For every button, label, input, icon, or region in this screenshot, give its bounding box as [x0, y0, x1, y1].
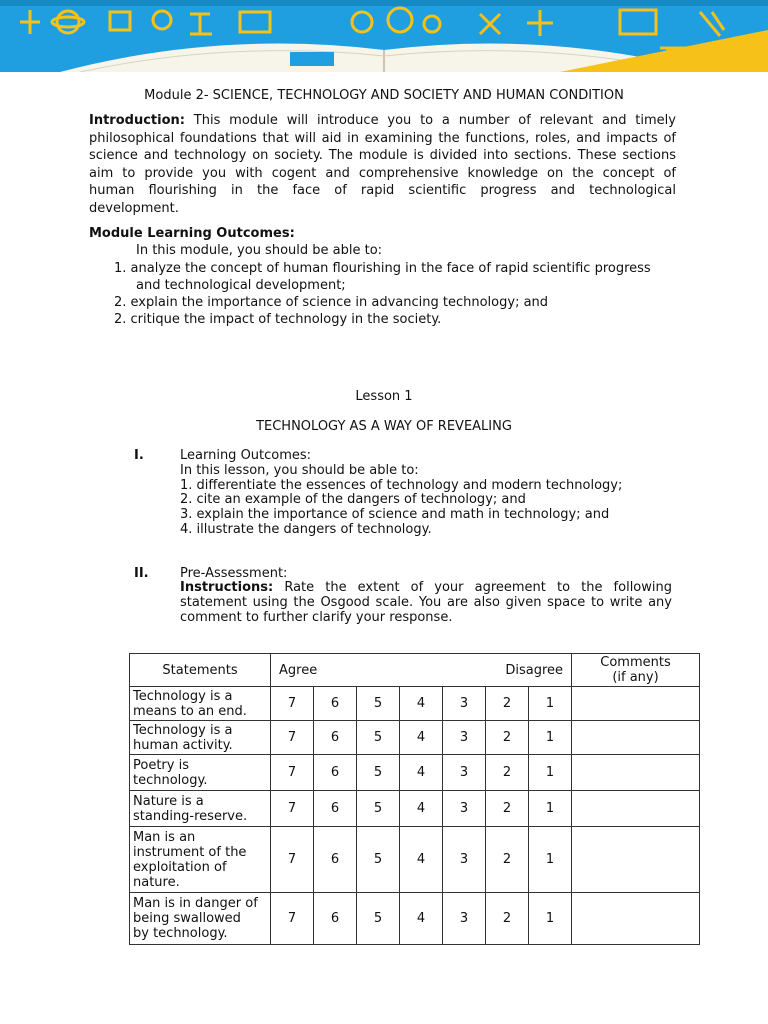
scale-7[interactable]: 7: [271, 827, 314, 893]
scale-6[interactable]: 6: [314, 827, 357, 893]
lesson-number: Lesson 1: [355, 389, 413, 404]
scale-1[interactable]: 1: [529, 721, 572, 755]
header-banner: [0, 0, 768, 72]
section-2-heading: Pre-Assessment:: [180, 566, 288, 581]
scale-1[interactable]: 1: [529, 687, 572, 721]
scale-7[interactable]: 7: [271, 791, 314, 827]
instructions-line-1: Rate the extent of your agreement to the following: [284, 580, 672, 595]
comment-cell[interactable]: [572, 791, 700, 827]
comment-cell[interactable]: [572, 827, 700, 893]
scale-1[interactable]: 1: [529, 827, 572, 893]
scale-4[interactable]: 4: [400, 893, 443, 945]
intro-line-5: human flourishing in the face of rapid scientific progress and technological: [89, 183, 676, 199]
scale-4[interactable]: 4: [400, 687, 443, 721]
module-title: Module 2- SCIENCE, TECHNOLOGY AND SOCIETY AND HUMAN CONDITION: [144, 88, 624, 103]
header-scale: [271, 654, 572, 687]
scale-3[interactable]: 3: [443, 687, 486, 721]
module-outcomes-intro: In this module, you should be able to:: [136, 243, 383, 258]
scale-6[interactable]: 6: [314, 755, 357, 791]
scale-3[interactable]: 3: [443, 721, 486, 755]
module-outcomes-heading: Module Learning Outcomes:: [89, 226, 295, 241]
section-2-numeral: II.: [134, 566, 149, 581]
scale-5[interactable]: 5: [357, 755, 400, 791]
comment-cell[interactable]: [572, 687, 700, 721]
section-1-intro: In this lesson, you should be able to:: [180, 463, 419, 478]
instructions-line-3: comment to further clarify your response.: [180, 610, 453, 626]
scale-4[interactable]: 4: [400, 755, 443, 791]
header-agree: Agree: [279, 662, 318, 678]
scale-1[interactable]: 1: [529, 755, 572, 791]
table-row: [130, 755, 700, 791]
intro-line-6: development.: [89, 200, 179, 216]
scale-1[interactable]: 1: [529, 893, 572, 945]
statement-cell: Nature is a standing-reserve.: [130, 791, 271, 827]
table-row: [130, 687, 700, 721]
table-header-row: [130, 654, 700, 687]
scale-7[interactable]: 7: [271, 687, 314, 721]
scale-6[interactable]: 6: [314, 687, 357, 721]
header-disagree: Disagree: [505, 662, 563, 678]
statement-cell: Technology is a human activity.: [130, 721, 271, 755]
table-row: [130, 827, 700, 893]
scale-5[interactable]: 5: [357, 827, 400, 893]
scale-2[interactable]: 2: [486, 827, 529, 893]
module-outcome-item-3: 2. critique the impact of technology in the society.: [114, 312, 442, 327]
statement-cell: Poetry is technology.: [130, 755, 271, 791]
table-row: [130, 721, 700, 755]
section-1-item-1: 1. differentiate the essences of technology and modern technology;: [180, 478, 623, 493]
scale-1[interactable]: 1: [529, 791, 572, 827]
section-1-heading: Learning Outcomes:: [180, 448, 312, 463]
comment-cell[interactable]: [572, 893, 700, 945]
introduction-paragraph: [89, 112, 676, 218]
scale-6[interactable]: 6: [314, 791, 357, 827]
module-outcome-item-1-cont: and technological development;: [136, 278, 346, 293]
pre-assessment-table: [129, 653, 700, 945]
section-1-item-4: 4. illustrate the dangers of technology.: [180, 522, 432, 537]
scale-5[interactable]: 5: [357, 687, 400, 721]
scale-4[interactable]: 4: [400, 721, 443, 755]
introduction-label: Introduction:: [89, 113, 185, 128]
header-statements: Statements: [130, 654, 271, 687]
scale-3[interactable]: 3: [443, 791, 486, 827]
statement-cell: Man is in danger of being swallowed by technology.: [130, 893, 271, 945]
instructions-line-2: statement using the Osgood scale. You are also given space to write any: [180, 595, 672, 611]
section-1-numeral: I.: [134, 448, 144, 463]
instructions-paragraph: [180, 580, 672, 626]
header-comments: Comments (if any): [572, 654, 700, 687]
scale-2[interactable]: 2: [486, 687, 529, 721]
scale-7[interactable]: 7: [271, 893, 314, 945]
comment-cell[interactable]: [572, 755, 700, 791]
module-outcome-item-1: 1. analyze the concept of human flourishing in the face of rapid scientific progress: [114, 261, 651, 276]
statement-cell: Technology is a means to an end.: [130, 687, 271, 721]
intro-line-3: science and technology on society. The module is divided into sections. These sections: [89, 148, 676, 164]
instructions-label: Instructions:: [180, 580, 274, 595]
laptop-screen-shape: [290, 52, 334, 66]
intro-line-2: philosophical foundations that will aid in examining the functions, roles, and impacts of: [89, 130, 676, 146]
scale-3[interactable]: 3: [443, 827, 486, 893]
scale-7[interactable]: 7: [271, 755, 314, 791]
scale-6[interactable]: 6: [314, 893, 357, 945]
scale-6[interactable]: 6: [314, 721, 357, 755]
table-row: [130, 893, 700, 945]
comment-cell[interactable]: [572, 721, 700, 755]
lesson-title: TECHNOLOGY AS A WAY OF REVEALING: [256, 419, 512, 434]
scale-2[interactable]: 2: [486, 721, 529, 755]
module-outcome-item-2: 2. explain the importance of science in advancing technology; and: [114, 295, 549, 310]
section-1-item-3: 3. explain the importance of science and math in technology; and: [180, 507, 610, 522]
scale-3[interactable]: 3: [443, 755, 486, 791]
statement-cell: Man is an instrument of the exploitation of nature.: [130, 827, 271, 893]
scale-7[interactable]: 7: [271, 721, 314, 755]
intro-line-1: This module will introduce you to a number of relevant and timely: [193, 113, 676, 128]
scale-3[interactable]: 3: [443, 893, 486, 945]
intro-line-4: aim to provide you with cogent and comprehensive knowledge on the concept of: [89, 165, 676, 181]
section-1-item-2: 2. cite an example of the dangers of technology; and: [180, 492, 526, 507]
scale-5[interactable]: 5: [357, 721, 400, 755]
scale-2[interactable]: 2: [486, 755, 529, 791]
scale-4[interactable]: 4: [400, 827, 443, 893]
scale-4[interactable]: 4: [400, 791, 443, 827]
scale-5[interactable]: 5: [357, 791, 400, 827]
scale-2[interactable]: 2: [486, 893, 529, 945]
scale-5[interactable]: 5: [357, 893, 400, 945]
scale-2[interactable]: 2: [486, 791, 529, 827]
table-row: [130, 791, 700, 827]
